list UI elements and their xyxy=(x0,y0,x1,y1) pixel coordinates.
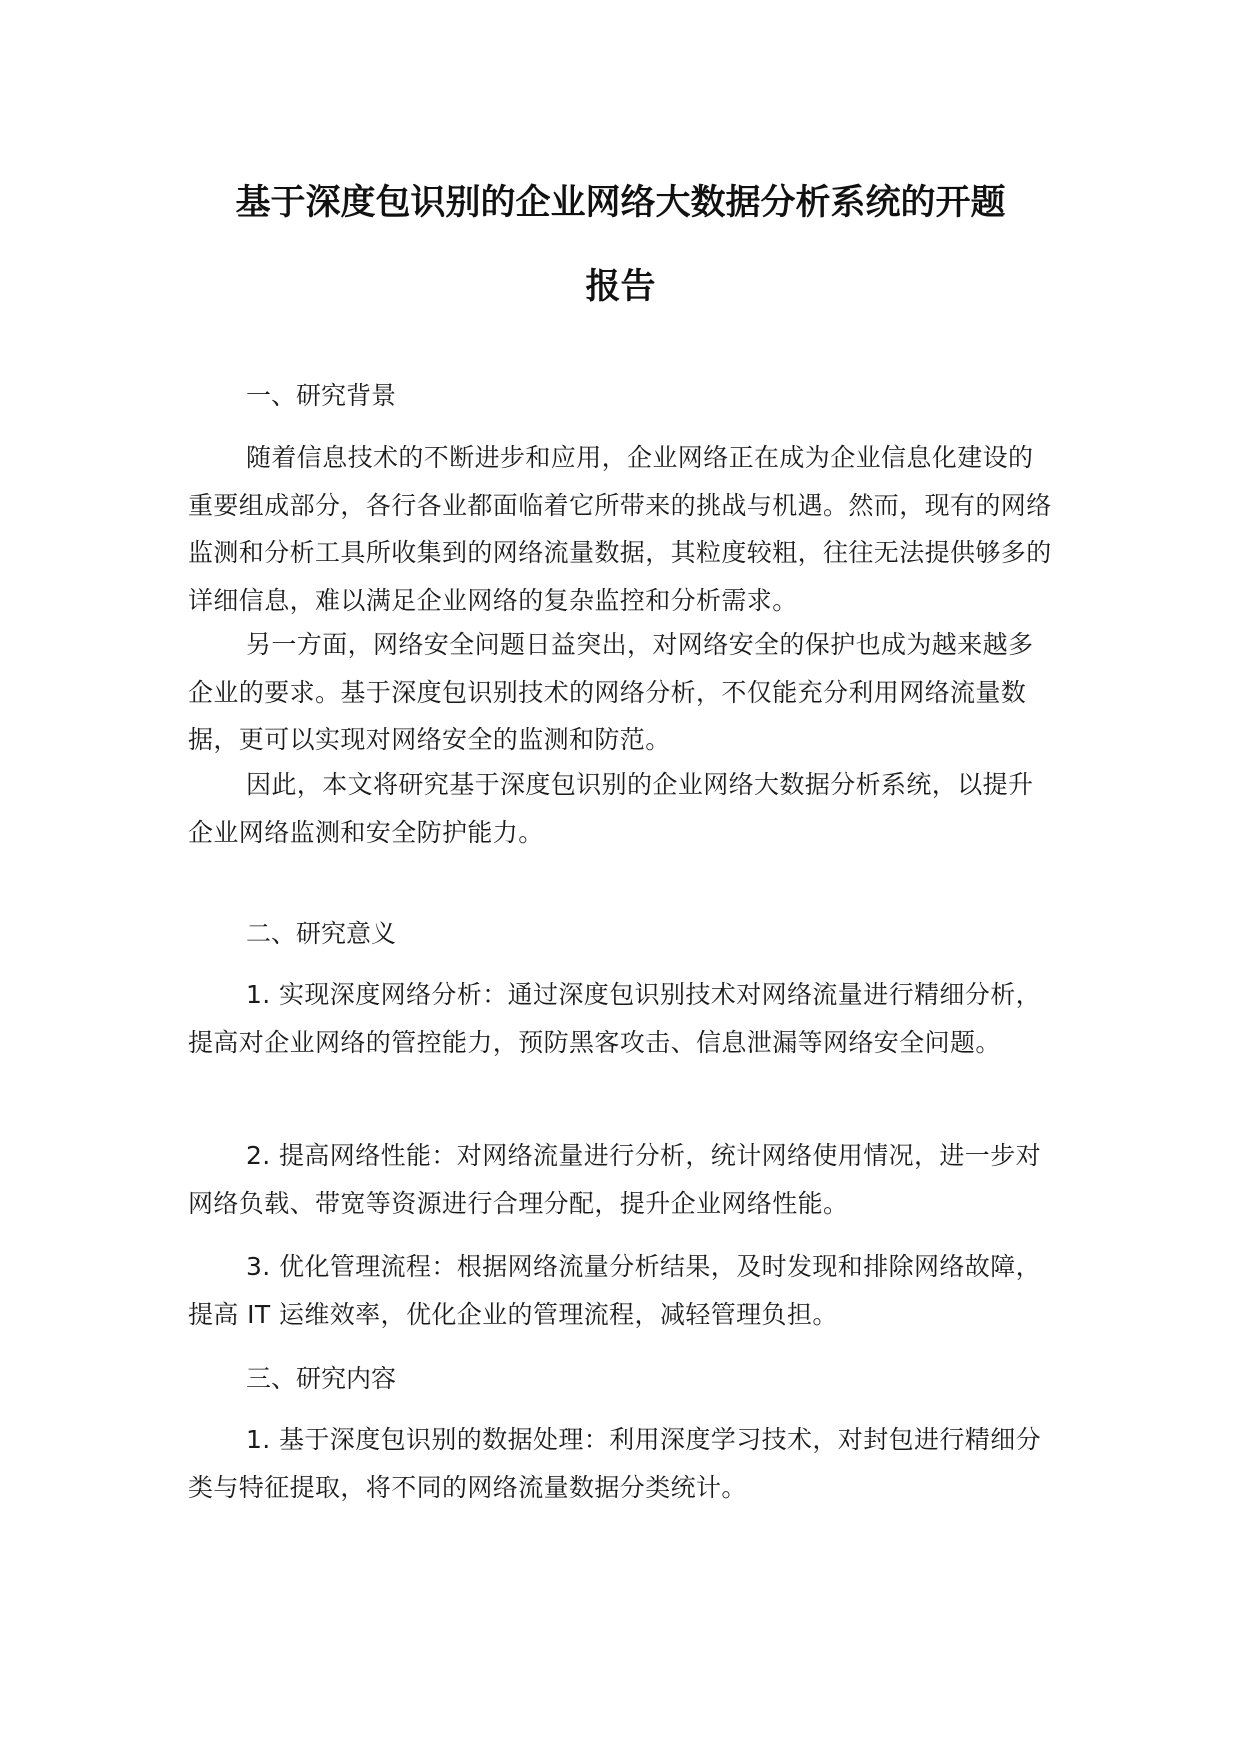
paragraph-text: 因此，本文将研究基于深度包识别的企业网络大数据分析系统，以提升企业网络监测和安全防护能力。 xyxy=(188,770,1034,847)
paragraph-text: 1. 基于深度包识别的数据处理：利用深度学习技术，对封包进行精细分类与特征提取，将不同的网络流量数据分类统计。 xyxy=(188,1425,1042,1502)
background-paragraph-1 xyxy=(188,434,1053,624)
paragraph-text: 2. 提高网络性能：对网络流量进行分析，统计网络使用情况，进一步对网络负载、带宽等资源进行合理分配，提升企业网络性能。 xyxy=(188,1141,1042,1218)
content-item-1 xyxy=(188,1416,1053,1511)
document-title-line-2: 报告 xyxy=(585,267,656,307)
significance-item-3 xyxy=(188,1243,1053,1338)
background-paragraph-2 xyxy=(188,621,1053,764)
document-title-line-1: 基于深度包识别的企业网络大数据分析系统的开题 xyxy=(235,183,1006,223)
paragraph-text: 随着信息技术的不断进步和应用，企业网络正在成为企业信息化建设的重要组成部分，各行各业都面临着它所带来的挑战与机遇。然而，现有的网络监测和分析工具所收集到的网络流量数据，其粒度较粗，往往无法提供够多的详细信息，难以满足企业网络的复杂监控和分析需求。 xyxy=(188,443,1052,615)
section-heading-significance: 二、研究意义 xyxy=(246,919,397,948)
section-heading-content: 三、研究内容 xyxy=(246,1364,397,1393)
paragraph-text: 3. 优化管理流程：根据网络流量分析结果，及时发现和排除网络故障，提高 IT 运维效率，优化企业的管理流程，减轻管理负担。 xyxy=(188,1252,1042,1329)
significance-item-1 xyxy=(188,971,1053,1066)
paragraph-text: 另一方面，网络安全问题日益突出，对网络安全的保护也成为越来越多企业的要求。基于深度包识别技术的网络分析，不仅能充分利用网络流量数据，更可以实现对网络安全的监测和防范。 xyxy=(188,630,1034,754)
section-heading-background: 一、研究背景 xyxy=(246,381,397,410)
paragraph-text: 1. 实现深度网络分析：通过深度包识别技术对网络流量进行精细分析，提高对企业网络的管控能力，预防黑客攻击、信息泄漏等网络安全问题。 xyxy=(188,980,1042,1057)
significance-item-2 xyxy=(188,1132,1053,1227)
background-paragraph-3 xyxy=(188,761,1053,856)
